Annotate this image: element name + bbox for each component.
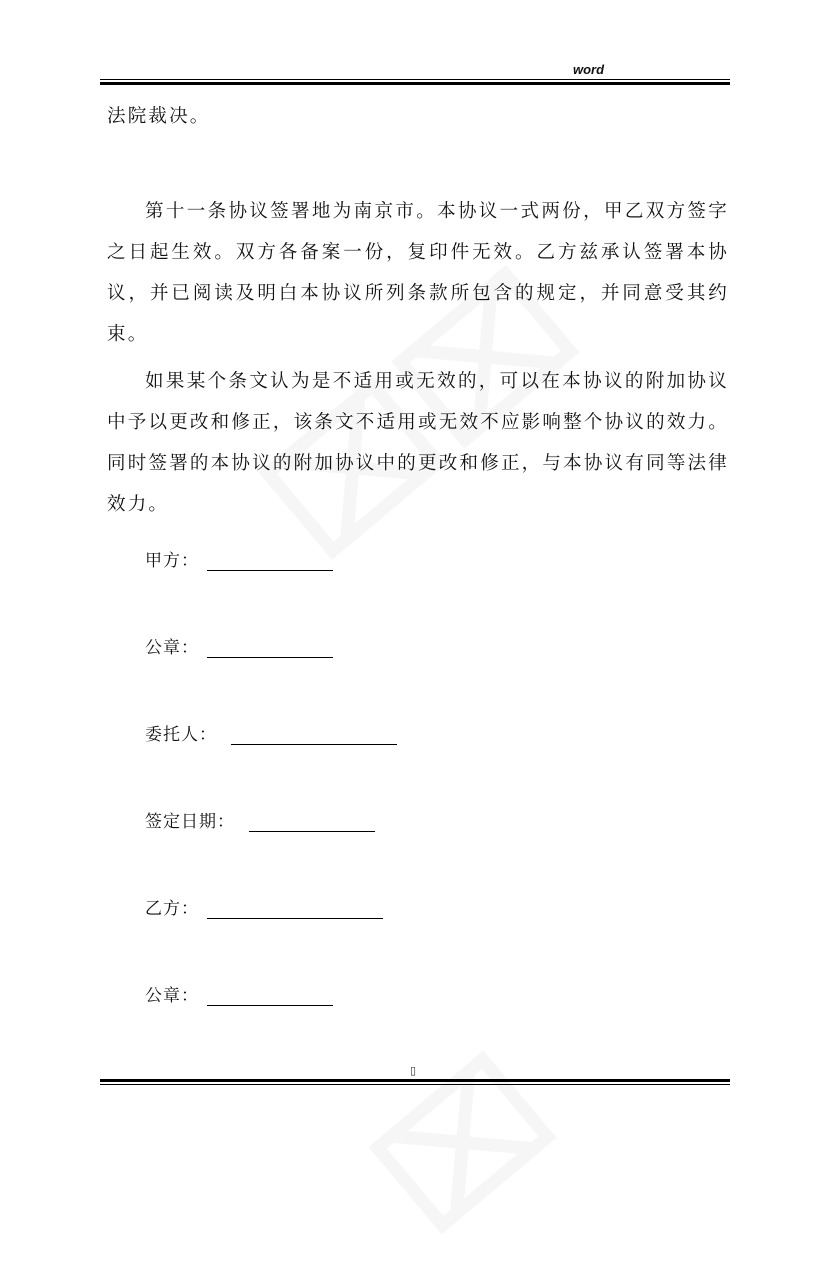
party-b-line	[145, 894, 383, 919]
paragraph-amendment: 如果某个条文认为是不适用或无效的，可以在本协议的附加协议中予以更改和修正，该条文不适用或无效不应影响整个协议的效力。同时签署的本协议的附加协议中的更改和修正，与本协议有同等法律效力。	[107, 371, 729, 515]
seal-a-line	[145, 633, 333, 658]
footer-rule-thick	[100, 1079, 730, 1082]
seal-a-blank	[207, 641, 333, 658]
party-a-line	[145, 546, 333, 571]
agent-blank	[231, 728, 397, 745]
header-rule-thick	[100, 82, 730, 85]
continued-line: 法院裁决。	[107, 106, 211, 127]
seal-b-line	[145, 981, 333, 1006]
sign-date-blank	[249, 815, 375, 832]
party-a-blank	[207, 554, 333, 571]
agent-line	[145, 720, 397, 745]
sign-date-label: 签定日期：	[145, 812, 235, 832]
party-b-label: 乙方：	[145, 899, 199, 919]
header-label: word	[573, 62, 605, 77]
agent-label: 委托人：	[145, 725, 217, 745]
seal-b-label: 公章：	[145, 986, 199, 1006]
party-b-blank	[207, 902, 383, 919]
paragraph-article-11: 第十一条协议签署地为南京市。本协议一式两份，甲乙双方签字之日起生效。双方各备案一份，复印件无效。乙方兹承认签署本协议，并已阅读及明白本协议所列条款所包含的规定，并同意受其约束。	[107, 201, 729, 345]
watermark-bottom	[344, 1025, 588, 1269]
sign-date-line	[145, 807, 375, 832]
footer-rule-thin	[100, 1084, 730, 1085]
seal-b-blank	[207, 989, 333, 1006]
page-number-marker: ▯	[410, 1064, 417, 1077]
party-a-label: 甲方：	[145, 551, 199, 571]
seal-a-label: 公章：	[145, 638, 199, 658]
header-rule-thin	[100, 79, 730, 80]
